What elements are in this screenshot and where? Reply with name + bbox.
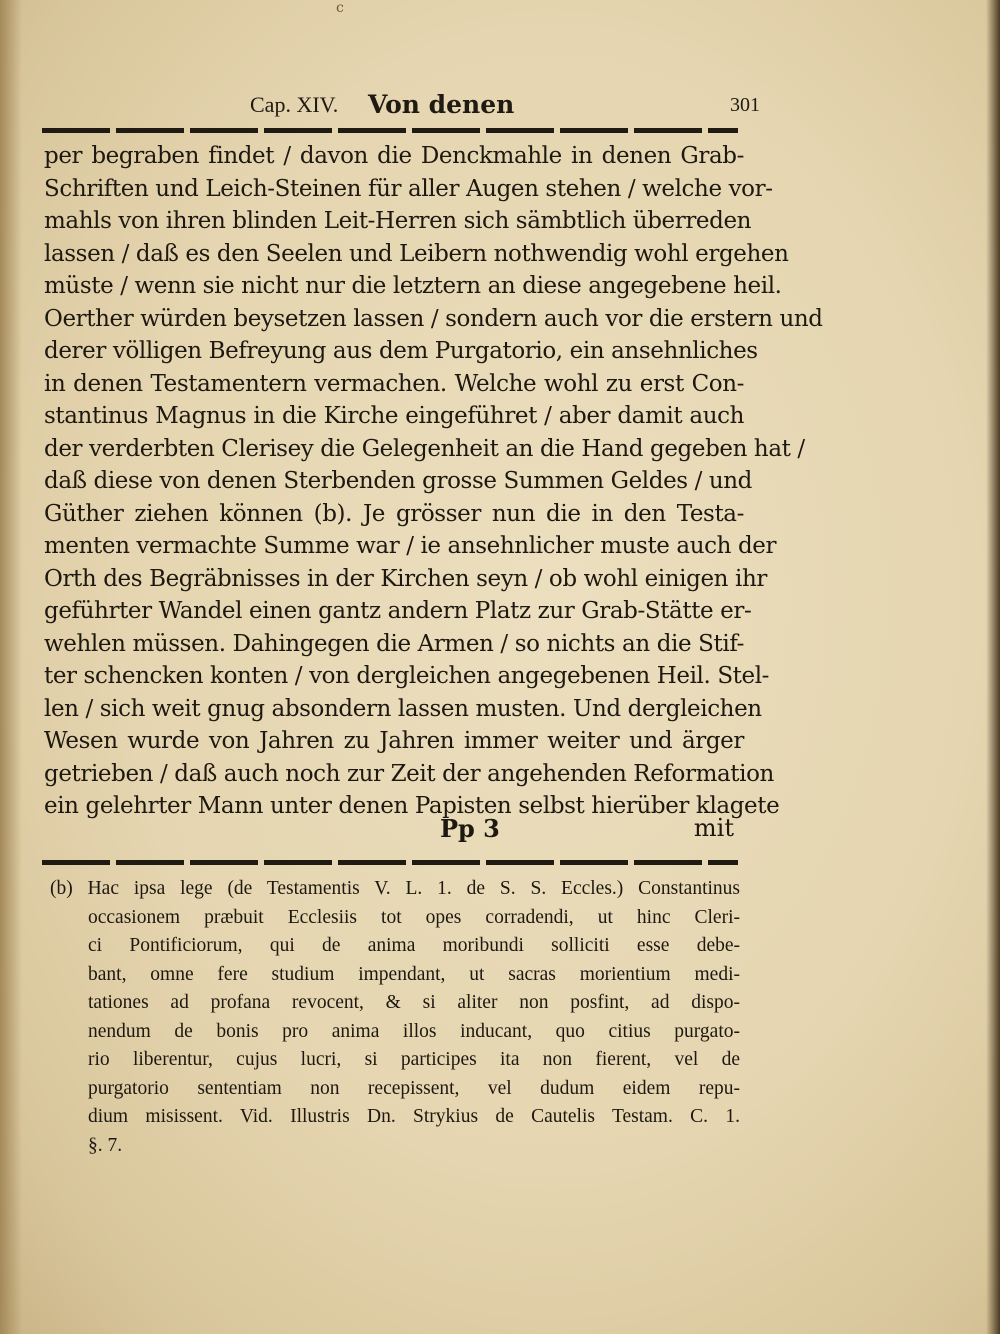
text-line: mahls von ihren blinden Leit-Herren sich sämbtlich überreden — [44, 208, 752, 234]
footnote-line: dium misissent. Vid. Illustris Dn. Strykius de Cautelis Testam. C. 1. — [88, 1106, 740, 1127]
text-line: geführter Wandel einen gantz andern Platz zur Grab-Stätte er- — [44, 598, 752, 624]
text-line: daß diese von denen Sterbenden grosse Summen Geldes / und — [44, 468, 753, 494]
footnote-line: tationes ad profana revocent, & si aliter non posfint, ad dispo- — [88, 992, 740, 1013]
footnote-line: §. 7. — [88, 1134, 123, 1156]
page-edge-right — [986, 0, 1000, 1334]
text-line: Orth des Begräbnisses in der Kirchen seyn / ob wohl einigen ihr — [44, 565, 767, 592]
text-line: Güther ziehen können (b). Je grösser nun die in den Testa- — [44, 500, 744, 527]
footnote-line: (b) Hac ipsa lege (de Testamentis V. L. 1. de S. S. Eccles.) Constantinus — [50, 878, 740, 899]
footnote — [50, 875, 740, 1160]
text-line: derer völligen Befreyung aus dem Purgatorio, ein ansehnliches — [44, 338, 758, 364]
page-edge-left — [0, 0, 22, 1334]
text-line: getrieben / daß auch noch zur Zeit der angehenden Reformation — [44, 760, 774, 787]
text-line: len / sich weit gnug absondern lassen musten. Und dergleichen — [44, 695, 762, 722]
fold-mark: c — [336, 0, 344, 16]
footnote-line: ci Pontificiorum, qui de anima moribundi solliciti esse debe- — [88, 935, 740, 956]
text-line: stantinus Magnus in die Kirche eingeführet / aber damit auch — [44, 403, 744, 429]
text-line: wehlen müssen. Dahingegen die Armen / so nichts an die Stif- — [44, 630, 744, 657]
text-line: lassen / daß es den Seelen und Leibern nothwendig wohl ergehen — [44, 240, 789, 267]
chapter-label: Cap. XIV. — [250, 92, 339, 117]
footnote-line: bant, omne fere studium impendant, ut sacras morientium medi- — [88, 963, 740, 985]
text-line: Schriften und Leich-Steinen für aller Augen stehen / welche vor- — [44, 175, 773, 202]
running-title: Von denen — [368, 90, 515, 119]
text-line: per begraben findet / davon die Denckmahle in denen Grab- — [44, 143, 744, 169]
text-line: der verderbten Clerisey die Gelegenheit an die Hand gegeben hat / — [44, 435, 805, 462]
footnote-line: occasionem præbuit Ecclesiis tot opes corradendi, ut hinc Cleri- — [88, 906, 740, 928]
footnote-line: rio liberentur, cujus lucri, si participes ita non fierent, vel de — [88, 1049, 740, 1070]
page-header — [250, 88, 760, 124]
page-foot — [44, 814, 734, 846]
footnote-line: purgatorio sententiam non recepissent, vel dudum eidem repu- — [88, 1077, 740, 1099]
page-number: 301 — [730, 94, 760, 116]
text-line: ein gelehrter Mann unter denen Papisten selbst hierüber klagete — [44, 793, 780, 819]
text-line: müste / wenn sie nicht nur die letztern an diese angegebene heil. — [44, 273, 782, 299]
catchword: mit — [693, 814, 734, 842]
text-line: ter schencken konten / von dergleichen angegebenen Heil. Stel- — [44, 663, 770, 689]
footnote-line: nendum de bonis pro anima illos inducant, quo citius purgato- — [88, 1020, 740, 1042]
signature-mark: Pp 3 — [440, 814, 500, 843]
text-line: Wesen wurde von Jahren zu Jahren immer weiter und ärger — [44, 728, 744, 754]
text-line: in denen Testamentern vermachen. Welche wohl zu erst Con- — [44, 370, 744, 397]
main-text — [44, 140, 823, 823]
footnote-rule — [42, 860, 738, 865]
header-rule — [42, 128, 738, 133]
text-line: menten vermachte Summe war / ie ansehnlicher muste auch der — [44, 533, 777, 559]
text-line: Oerther würden beysetzen lassen / sondern auch vor die erstern und — [44, 305, 823, 332]
